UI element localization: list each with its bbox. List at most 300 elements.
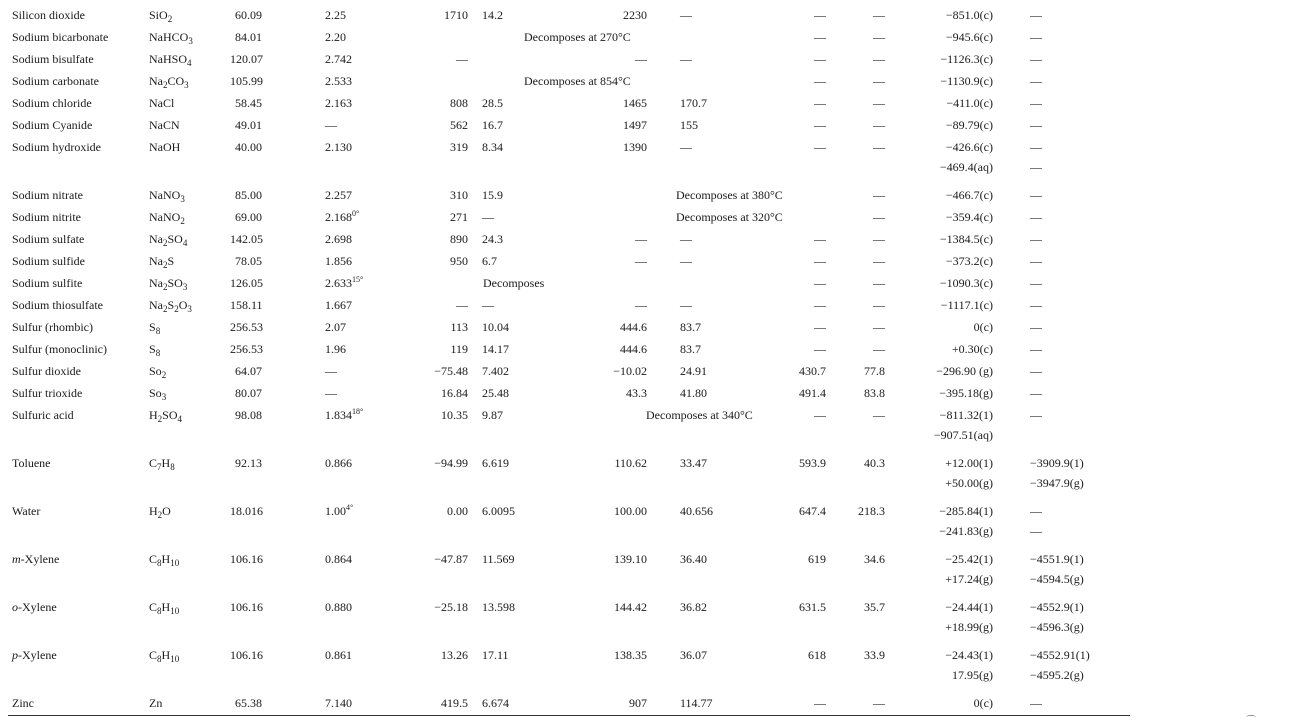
heat-of-combustion: — <box>1030 210 1042 224</box>
heat-of-combustion: — <box>1030 342 1042 356</box>
heat-of-combustion: — <box>1030 298 1042 312</box>
heat-of-vaporization: 83.7 <box>680 342 701 356</box>
critical-pressure: 34.6 <box>864 552 885 566</box>
boiling-point: — <box>635 52 647 66</box>
heat-of-formation: 0(c) <box>973 696 993 710</box>
boiling-point: 110.62 <box>614 456 647 470</box>
molecular-weight: 64.07 <box>235 364 262 378</box>
heat-of-fusion: — <box>482 210 494 224</box>
boiling-point: 1497 <box>623 118 647 132</box>
boiling-point: 43.3 <box>626 386 647 400</box>
heat-of-vaporization: 41.80 <box>680 386 707 400</box>
heat-of-vaporization: 36.40 <box>680 552 707 566</box>
heat-of-formation: −851.0(c) <box>945 8 993 22</box>
molecular-weight: 158.11 <box>230 298 263 312</box>
compound-name: p-Xylene <box>12 648 57 662</box>
molecular-weight: 69.00 <box>235 210 262 224</box>
specific-gravity: 2.742 <box>325 52 352 66</box>
table-row <box>0 95 1313 111</box>
specific-gravity: 2.07 <box>325 320 346 334</box>
specific-gravity: $1.00^{4^\circ}$ <box>325 503 354 518</box>
heat-of-vaporization: 24.91 <box>680 364 707 378</box>
heat-of-vaporization: — <box>680 254 692 268</box>
molecular-weight: 92.13 <box>235 456 262 470</box>
boiling-point: — <box>635 298 647 312</box>
heat-of-vaporization: — <box>680 298 692 312</box>
chemical-formula: $S_8$ <box>149 320 161 336</box>
heat-of-combustion: — <box>1030 386 1042 400</box>
melting-point: 319 <box>450 140 468 154</box>
critical-pressure: — <box>873 210 885 224</box>
critical-temperature: — <box>814 254 826 268</box>
chemical-formula: NaOH <box>149 140 181 154</box>
heat-of-combustion: −4594.5(g) <box>1030 572 1084 586</box>
decomposition-note: Decomposes at 854°C <box>524 74 631 88</box>
melting-point: 419.5 <box>441 696 468 710</box>
heat-of-fusion: 16.7 <box>482 118 503 132</box>
specific-gravity: 7.140 <box>325 696 352 710</box>
critical-pressure: — <box>873 188 885 202</box>
chemical-formula: NaNO$_2$ <box>149 210 185 226</box>
chemical-formula: $C_8H_{10}$ <box>149 648 180 664</box>
boiling-point: 144.42 <box>614 600 647 614</box>
boiling-point: 444.6 <box>620 320 647 334</box>
critical-pressure: — <box>873 342 885 356</box>
boiling-point: 100.00 <box>614 504 647 518</box>
melting-point: 562 <box>450 118 468 132</box>
heat-of-fusion: 6.0095 <box>482 504 515 518</box>
heat-of-combustion: −4552.91(1) <box>1030 648 1090 662</box>
chemical-formula: Zn <box>149 696 163 710</box>
critical-pressure: 35.7 <box>864 600 885 614</box>
heat-of-combustion: — <box>1030 74 1042 88</box>
molecular-weight: 126.05 <box>230 276 263 290</box>
table-row <box>0 117 1313 133</box>
critical-temperature: 618 <box>808 648 826 662</box>
table-row <box>0 231 1313 247</box>
table-row <box>0 73 1313 89</box>
melting-point: 10.35 <box>441 408 468 422</box>
table-row <box>0 363 1313 379</box>
heat-of-vaporization: 170.7 <box>680 96 707 110</box>
critical-temperature: 491.4 <box>799 386 826 400</box>
heat-of-combustion: — <box>1030 140 1042 154</box>
critical-pressure: — <box>873 232 885 246</box>
molecular-weight: 98.08 <box>235 408 262 422</box>
critical-temperature: — <box>814 342 826 356</box>
heat-of-fusion: 15.9 <box>482 188 503 202</box>
specific-gravity: 2.25 <box>325 8 346 22</box>
heat-of-formation: −359.4(c) <box>945 210 993 224</box>
critical-temperature: — <box>814 118 826 132</box>
heat-of-vaporization: — <box>680 140 692 154</box>
heat-of-formation: −25.42(1) <box>945 552 993 566</box>
specific-gravity: 0.880 <box>325 600 352 614</box>
chemical-formula: NaHCO$_3$ <box>149 30 193 46</box>
molecular-weight: 58.45 <box>235 96 262 110</box>
heat-of-combustion: — <box>1030 696 1042 710</box>
heat-of-combustion: −4551.9(1) <box>1030 552 1084 566</box>
chemical-formula: $C_8H_{10}$ <box>149 552 180 568</box>
molecular-weight: 256.53 <box>230 320 263 334</box>
compound-name: Sulfur trioxide <box>12 386 83 400</box>
table-row <box>0 619 1313 635</box>
table-row <box>0 523 1313 539</box>
heat-of-vaporization: 33.47 <box>680 456 707 470</box>
heat-of-fusion: — <box>482 298 494 312</box>
table-row <box>0 7 1313 23</box>
heat-of-formation: −1117.1(c) <box>940 298 993 312</box>
molecular-weight: 105.99 <box>230 74 263 88</box>
molecular-weight: 65.38 <box>235 696 262 710</box>
critical-pressure: 33.9 <box>864 648 885 662</box>
critical-pressure: 83.8 <box>864 386 885 400</box>
critical-pressure: 218.3 <box>858 504 885 518</box>
critical-pressure: — <box>873 298 885 312</box>
table-row <box>0 475 1313 491</box>
specific-gravity: 2.20 <box>325 30 346 44</box>
specific-gravity: — <box>325 118 337 132</box>
heat-of-combustion: −4552.9(1) <box>1030 600 1084 614</box>
heat-of-combustion: — <box>1030 8 1042 22</box>
specific-gravity: 2.257 <box>325 188 352 202</box>
compound-name: Sodium thiosulfate <box>12 298 103 312</box>
heat-of-combustion: −4596.3(g) <box>1030 620 1084 634</box>
heat-of-combustion: — <box>1030 276 1042 290</box>
table-row <box>0 385 1313 401</box>
boiling-point: 2230 <box>623 8 647 22</box>
decomposition-note: Decomposes at 320°C <box>676 210 783 224</box>
table-row <box>0 407 1313 423</box>
table-row <box>0 667 1313 683</box>
compound-name: Sodium hydroxide <box>12 140 101 154</box>
critical-pressure: — <box>873 408 885 422</box>
table-row <box>0 139 1313 155</box>
specific-gravity: 2.533 <box>325 74 352 88</box>
table-row <box>0 341 1313 357</box>
heat-of-fusion: 13.598 <box>482 600 515 614</box>
heat-of-vaporization: — <box>680 52 692 66</box>
table-bottom-rule <box>8 715 1130 716</box>
critical-pressure: — <box>873 52 885 66</box>
heat-of-vaporization: — <box>680 232 692 246</box>
molecular-weight: 106.16 <box>230 600 263 614</box>
boiling-point: 138.35 <box>614 648 647 662</box>
heat-of-formation: 17.95(g) <box>952 668 993 682</box>
specific-gravity: 0.861 <box>325 648 352 662</box>
heat-of-combustion: — <box>1030 118 1042 132</box>
compound-name: Sodium Cyanide <box>12 118 93 132</box>
heat-of-combustion: — <box>1030 524 1042 538</box>
heat-of-fusion: 6.619 <box>482 456 509 470</box>
table-row <box>0 571 1313 587</box>
specific-gravity: 2.698 <box>325 232 352 246</box>
heat-of-formation: −411.0(c) <box>946 96 993 110</box>
heat-of-formation: 0(c) <box>973 320 993 334</box>
heat-of-fusion: 25.48 <box>482 386 509 400</box>
table-row <box>0 51 1313 67</box>
critical-pressure: — <box>873 30 885 44</box>
heat-of-fusion: 28.5 <box>482 96 503 110</box>
table-row <box>0 253 1313 269</box>
molecular-weight: 78.05 <box>235 254 262 268</box>
heat-of-fusion: 14.17 <box>482 342 509 356</box>
heat-of-vaporization: 40.656 <box>680 504 713 518</box>
compound-name: Sodium bicarbonate <box>12 30 109 44</box>
critical-pressure: — <box>873 254 885 268</box>
chemical-formula: $C_7H_8$ <box>149 456 175 472</box>
heat-of-combustion: — <box>1030 320 1042 334</box>
specific-gravity: $1.834^{18^\circ}$ <box>325 407 364 422</box>
critical-temperature: — <box>814 52 826 66</box>
heat-of-combustion: — <box>1030 52 1042 66</box>
critical-pressure: 40.3 <box>864 456 885 470</box>
chemical-formula: SiO$_2$ <box>149 8 173 24</box>
critical-temperature: 631.5 <box>799 600 826 614</box>
heat-of-fusion: 10.04 <box>482 320 509 334</box>
critical-temperature: 647.4 <box>799 504 826 518</box>
compound-name: Sodium sulfate <box>12 232 85 246</box>
critical-temperature: — <box>814 320 826 334</box>
compound-name: Sodium bisulfate <box>12 52 94 66</box>
critical-pressure: — <box>873 8 885 22</box>
heat-of-combustion: — <box>1030 254 1042 268</box>
table-row <box>0 209 1313 225</box>
table-row <box>0 319 1313 335</box>
molecular-weight: 18.016 <box>230 504 263 518</box>
heat-of-combustion: −4595.2(g) <box>1030 668 1084 682</box>
heat-of-vaporization: 36.07 <box>680 648 707 662</box>
molecular-weight: 80.07 <box>235 386 262 400</box>
specific-gravity: — <box>325 364 337 378</box>
heat-of-combustion: — <box>1030 364 1042 378</box>
boiling-point: 139.10 <box>614 552 647 566</box>
compound-name: Sodium carbonate <box>12 74 99 88</box>
heat-of-formation: −466.7(c) <box>945 188 993 202</box>
melting-point: 890 <box>450 232 468 246</box>
critical-temperature: — <box>814 140 826 154</box>
heat-of-fusion: 24.3 <box>482 232 503 246</box>
molecular-weight: 142.05 <box>230 232 263 246</box>
heat-of-formation: −469.4(aq) <box>939 160 993 174</box>
boiling-point: −10.02 <box>613 364 647 378</box>
melting-point: 13.26 <box>441 648 468 662</box>
heat-of-vaporization: 83.7 <box>680 320 701 334</box>
heat-of-formation: +12.00(1) <box>945 456 993 470</box>
melting-point: 119 <box>450 342 468 356</box>
table-row <box>0 551 1313 567</box>
heat-of-fusion: 14.2 <box>482 8 503 22</box>
heat-of-fusion: 8.34 <box>482 140 503 154</box>
heat-of-combustion: — <box>1030 30 1042 44</box>
melting-point: — <box>456 298 468 312</box>
compound-name: Zinc <box>12 696 34 710</box>
heat-of-formation: −24.44(1) <box>945 600 993 614</box>
compound-name: Sodium nitrate <box>12 188 83 202</box>
molecular-weight: 120.07 <box>230 52 263 66</box>
heat-of-formation: −285.84(1) <box>939 504 993 518</box>
chemical-formula: NaCN <box>149 118 180 132</box>
molecular-weight: 84.01 <box>235 30 262 44</box>
heat-of-fusion: 9.87 <box>482 408 503 422</box>
melting-point: −47.87 <box>434 552 468 566</box>
heat-of-formation: +0.30(c) <box>951 342 993 356</box>
heat-of-formation: +17.24(g) <box>945 572 993 586</box>
critical-pressure: — <box>873 74 885 88</box>
specific-gravity: 1.96 <box>325 342 346 356</box>
specific-gravity: 2.130 <box>325 140 352 154</box>
molecular-weight: 85.00 <box>235 188 262 202</box>
critical-pressure: — <box>873 320 885 334</box>
heat-of-vaporization: 114.77 <box>680 696 713 710</box>
heat-of-combustion: — <box>1030 96 1042 110</box>
chemical-formula: $Na_2SO_3$ <box>149 276 188 292</box>
chemical-formula: $Na_2SO_4$ <box>149 232 188 248</box>
specific-gravity: 0.864 <box>325 552 352 566</box>
critical-temperature: — <box>814 232 826 246</box>
heat-of-fusion: 6.674 <box>482 696 509 710</box>
critical-temperature: — <box>814 298 826 312</box>
heat-of-combustion: — <box>1030 408 1042 422</box>
table-row <box>0 427 1313 443</box>
compound-name: o-Xylene <box>12 600 57 614</box>
compound-name: Sulfur dioxide <box>12 364 81 378</box>
chemical-formula: $So_2$ <box>149 364 167 380</box>
heat-of-formation: +18.99(g) <box>945 620 993 634</box>
specific-gravity: $2.633^{15^\circ}$ <box>325 275 364 290</box>
critical-temperature: — <box>814 276 826 290</box>
melting-point: 1710 <box>444 8 468 22</box>
critical-temperature: — <box>814 408 826 422</box>
critical-pressure: — <box>873 276 885 290</box>
heat-of-formation: −296.90 (g) <box>936 364 993 378</box>
heat-of-formation: −241.83(g) <box>939 524 993 538</box>
melting-point: 271 <box>450 210 468 224</box>
compound-name: Sulfur (monoclinic) <box>12 342 107 356</box>
molecular-weight: 40.00 <box>235 140 262 154</box>
chemical-formula: $Na_2S$ <box>149 254 175 270</box>
heat-of-formation: −1130.9(c) <box>940 74 993 88</box>
specific-gravity: $2.168^{0^\circ}$ <box>325 209 360 224</box>
boiling-point: 444.6 <box>620 342 647 356</box>
specific-gravity: 2.163 <box>325 96 352 110</box>
critical-temperature: 430.7 <box>799 364 826 378</box>
heat-of-fusion: 17.11 <box>482 648 509 662</box>
table-row <box>0 297 1313 313</box>
critical-temperature: — <box>814 696 826 710</box>
compound-name: Silicon dioxide <box>12 8 85 22</box>
table-row <box>0 695 1313 711</box>
heat-of-combustion: — <box>1030 160 1042 174</box>
compound-name: Sulfur (rhombic) <box>12 320 93 334</box>
specific-gravity: 1.667 <box>325 298 352 312</box>
compound-name: Sodium sulfite <box>12 276 83 290</box>
heat-of-formation: −426.6(c) <box>945 140 993 154</box>
decomposition-note: Decomposes at 340°C <box>646 408 753 422</box>
melting-point: −75.48 <box>434 364 468 378</box>
boiling-point: 1390 <box>623 140 647 154</box>
heat-of-combustion: — <box>1030 504 1042 518</box>
molecular-weight: 49.01 <box>235 118 262 132</box>
melting-point: −25.18 <box>434 600 468 614</box>
heat-of-formation: −373.2(c) <box>945 254 993 268</box>
decomposition-note: Decomposes at 270°C <box>524 30 631 44</box>
chemical-formula: $C_8H_{10}$ <box>149 600 180 616</box>
table-row <box>0 503 1313 519</box>
chemical-formula: $Na_2CO_3$ <box>149 74 189 90</box>
heat-of-formation: −24.43(1) <box>945 648 993 662</box>
critical-pressure: — <box>873 118 885 132</box>
specific-gravity: — <box>325 386 337 400</box>
compound-name: Toluene <box>12 456 51 470</box>
chemical-formula: $Na_2S_2O_3$ <box>149 298 192 314</box>
critical-pressure: — <box>873 140 885 154</box>
melting-point: 113 <box>450 320 468 334</box>
decomposition-note: Decomposes at 380°C <box>676 188 783 202</box>
critical-temperature: — <box>814 74 826 88</box>
chemical-formula: $S_8$ <box>149 342 161 358</box>
decomposition-note: Decomposes <box>483 276 545 290</box>
heat-of-combustion: −3909.9(1) <box>1030 456 1084 470</box>
heat-of-formation: −1090.3(c) <box>939 276 993 290</box>
boiling-point: 1465 <box>623 96 647 110</box>
specific-gravity: 0.866 <box>325 456 352 470</box>
heat-of-formation: −945.6(c) <box>945 30 993 44</box>
table-row <box>0 275 1313 291</box>
heat-of-formation: −1126.3(c) <box>940 52 993 66</box>
table-row <box>0 647 1313 663</box>
melting-point: 0.00 <box>447 504 468 518</box>
compound-name: Sodium chloride <box>12 96 92 110</box>
compound-name: Sodium sulfide <box>12 254 86 268</box>
molecular-weight: 256.53 <box>230 342 263 356</box>
critical-temperature: — <box>814 30 826 44</box>
heat-of-vaporization: 36.82 <box>680 600 707 614</box>
boiling-point: — <box>635 232 647 246</box>
critical-pressure: — <box>873 96 885 110</box>
compound-name: Water <box>12 504 41 518</box>
heat-of-formation: +50.00(g) <box>945 476 993 490</box>
critical-temperature: — <box>814 8 826 22</box>
heat-of-combustion: −3947.9(g) <box>1030 476 1084 490</box>
corner-mark: ⌒ <box>1246 716 1256 727</box>
heat-of-formation: −907.51(aq) <box>933 428 993 442</box>
compound-name: Sodium nitrite <box>12 210 81 224</box>
heat-of-formation: −395.18(g) <box>939 386 993 400</box>
chemical-formula: $H_2SO_4$ <box>149 408 183 424</box>
melting-point: 808 <box>450 96 468 110</box>
table-row <box>0 599 1313 615</box>
melting-point: −94.99 <box>434 456 468 470</box>
melting-point: 950 <box>450 254 468 268</box>
molecular-weight: 106.16 <box>230 648 263 662</box>
heat-of-vaporization: 155 <box>680 118 698 132</box>
table-row <box>0 187 1313 203</box>
heat-of-formation: −89.79(c) <box>945 118 993 132</box>
heat-of-fusion: 7.402 <box>482 364 509 378</box>
critical-pressure: — <box>873 696 885 710</box>
melting-point: 310 <box>450 188 468 202</box>
table-row <box>0 455 1313 471</box>
boiling-point: 907 <box>629 696 647 710</box>
table-row <box>0 29 1313 45</box>
critical-pressure: 77.8 <box>864 364 885 378</box>
heat-of-formation: −1384.5(c) <box>939 232 993 246</box>
molecular-weight: 106.16 <box>230 552 263 566</box>
table-row <box>0 159 1313 175</box>
chemical-formula: NaCl <box>149 96 175 110</box>
boiling-point: — <box>635 254 647 268</box>
